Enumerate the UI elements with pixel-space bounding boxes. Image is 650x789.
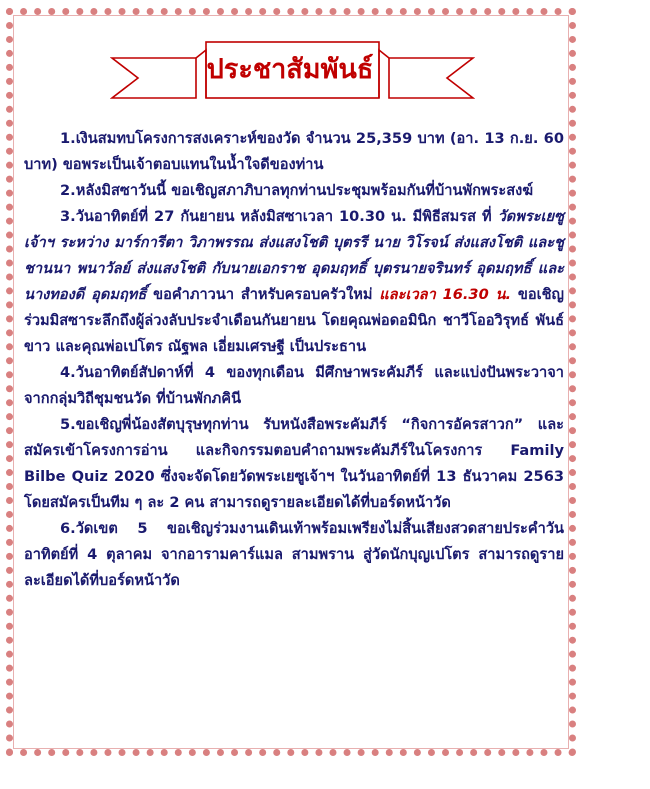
announcement-6: 6.วัดเขต 5 ขอเชิญร่วมงานเดินเท้าพร้อมเพรียงไม่สิ้นเสียงสวดสายประคำวันอาทิตย์ที่ 4 ตุลาคม จากอารามคาร์แมล สามพราน สู่วัดนักบุญเปโตร สามารถดูรายละเอียดได้ที่บอร์ดหน้าวัด xyxy=(24,520,564,589)
wedding-names: วัดพระเยซูเจ้าฯ ระหว่าง มาร์การีตา วิภาพรรณ ส่งแสงโชติ บุตรรี นาย วิโรจน์ ส่งแสงโชติ และชูชานนา พนาวัลย์ ส่งแสงโชติ กับนายเอกราช อุดมฤทธิ์ บุตรนายจรินทร์ อุดมฤทธิ์ และนางทองดี อุดมฤทธิ์ xyxy=(24,208,564,303)
announcement-3 xyxy=(24,204,564,360)
announcement-2: 2.หลังมิสซาวันนี้ ขอเชิญสภาภิบาลทุกท่านประชุมพร้อมกันที่บ้านพักพระสงฆ์ xyxy=(60,182,534,199)
announcement-5: 5.ขอเชิญพี่น้องสัตบุรุษทุกท่าน รับหนังสือพระคัมภีร์ “กิจการอัครสาวก” และสมัครเข้าโครงการอ่าน และกิจกรรมตอบคำถามพระคัมภีร์ในโครงการ Family Bilbe Quiz 2020 ซึ่งจะจัดโดยวัดพระเยซูเจ้าฯ ในวันอาทิตย์ที่ 13 ธันวาคม 2563 โดยสมัครเป็นทีม ๆ ละ 2 คน สามารถดูรายละเอียดได้ที่บอร์ดหน้าวัด xyxy=(24,416,564,511)
memorial-mass: ขอเชิญร่วมมิสซาระลึกถึงผู้ล่วงลับประจำเดือนกันยายน โดยคุณพ่อดอมินิก ชาวีโออวิรุทธ์ พันธ์ขาว และคุณพ่อเปโตร ณัฐพล เอี่ยมเศรษฐี เป็นประธาน xyxy=(24,286,564,355)
announcement-3-intro: 3.วันอาทิตย์ที่ 27 กันยายน หลังมิสซาเวลา 10.30 น. มีพิธีสมรส ที่ xyxy=(60,208,492,225)
prayer-request: ขอคำภาวนา สำหรับครอบครัวใหม่ xyxy=(153,286,373,303)
announcement-body xyxy=(24,126,564,594)
announcement-4: 4.วันอาทิตย์สัปดาห์ที่ 4 ของทุกเดือน มีศึกษาพระคัมภีร์ และแบ่งปันพระวาจาจากกลุ่มวิถีชุมชนวัด ที่บ้านพักภคินี xyxy=(24,364,564,407)
page-title: ประชาสัมพันธ์ xyxy=(206,54,374,85)
announcement-1: 1.เงินสมทบโครงการสงเคราะห์ของวัด จำนวน 25,359 บาท (อา. 13 ก.ย. 60 บาท) ขอพระเป็นเจ้าตอบแทนในน้ำใจดีของท่าน xyxy=(24,130,564,173)
evening-time: และเวลา 16.30 น. xyxy=(379,286,512,303)
